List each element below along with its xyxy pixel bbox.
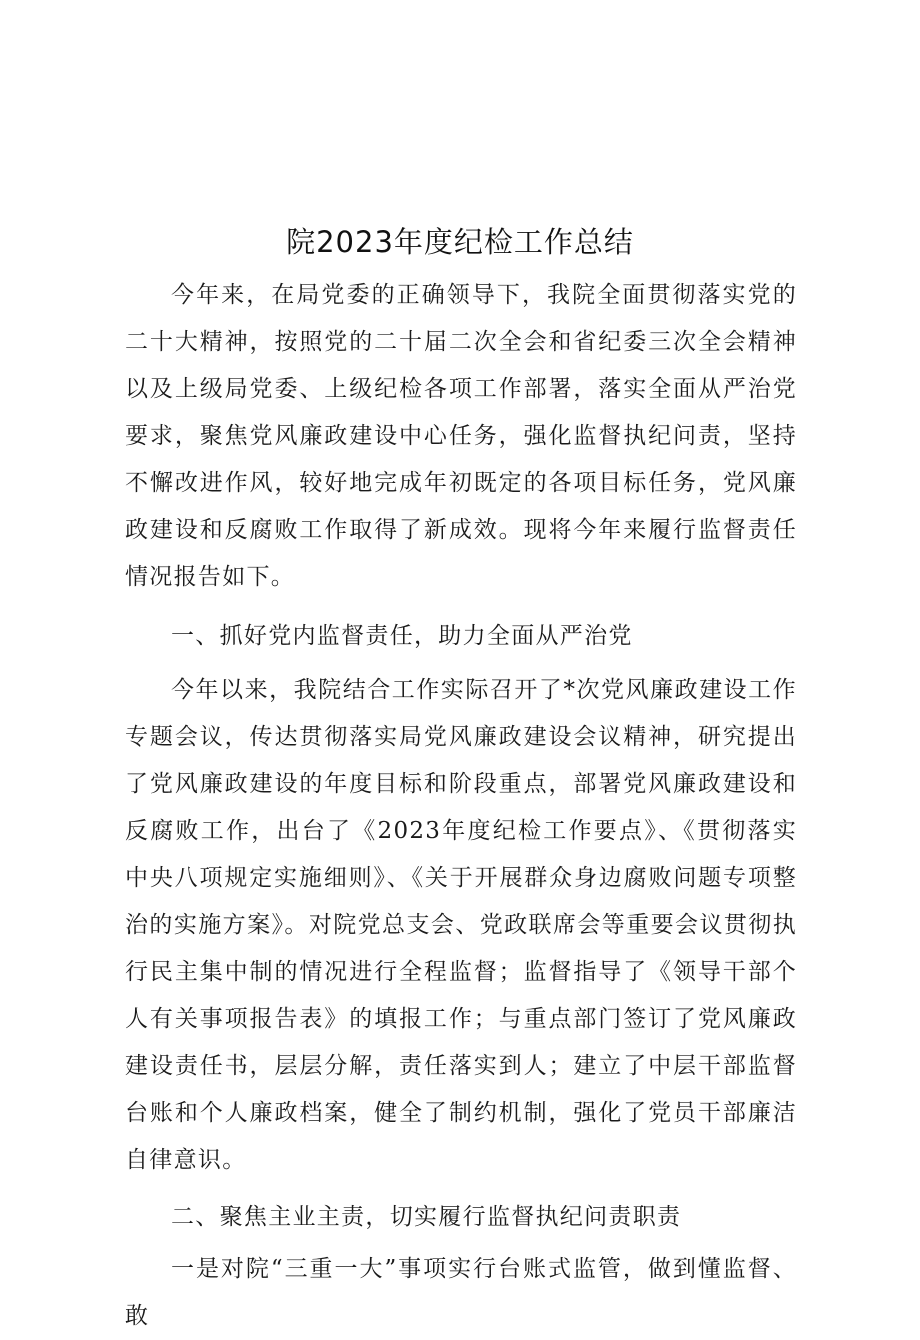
document-title: 院2023年度纪检工作总结	[286, 225, 634, 259]
document-body	[125, 272, 797, 1340]
section-heading-1: 一、抓好党内监督责任，助力全面从严治党	[171, 623, 633, 649]
section-heading-2: 二、聚焦主业主责，切实履行监督执纪问责职责	[171, 1204, 682, 1230]
section-1-paragraph: 今年以来，我院结合工作实际召开了*次党风廉政建设工作专题会议，传达贯彻落实局党风廉政建设会议精神，研究提出了党风廉政建设的年度目标和阶段重点，部署党风廉政建设和反腐败工作，出台了《2023年度纪检工作要点》、《贯彻落实中央八项规定实施细则》、《关于开展群众身边腐败问题专项整治的实施方案》。对院党总支会、党政联席会等重要会议贯彻执行民主集中制的情况进行全程监督；监督指导了《领导干部个人有关事项报告表》的填报工作；与重点部门签订了党风廉政建设责任书，层层分解，责任落实到人；建立了中层干部监督台账和个人廉政档案，健全了制约机制，强化了党员干部廉洁自律意识。	[125, 677, 797, 1173]
intro-paragraph: 今年来，在局党委的正确领导下，我院全面贯彻落实党的二十大精神，按照党的二十届二次全会和省纪委三次全会精神以及上级局党委、上级纪检各项工作部署，落实全面从严治党要求，聚焦党风廉政建设中心任务，强化监督执纪问责，坚持不懈改进作风，较好地完成年初既定的各项目标任务，党风廉政建设和反腐败工作取得了新成效。现将今年来履行监督责任情况报告如下。	[125, 282, 797, 590]
section-2-paragraph: 一是对院“三重一大”事项实行台账式监管，做到懂监督、敢	[125, 1256, 797, 1329]
